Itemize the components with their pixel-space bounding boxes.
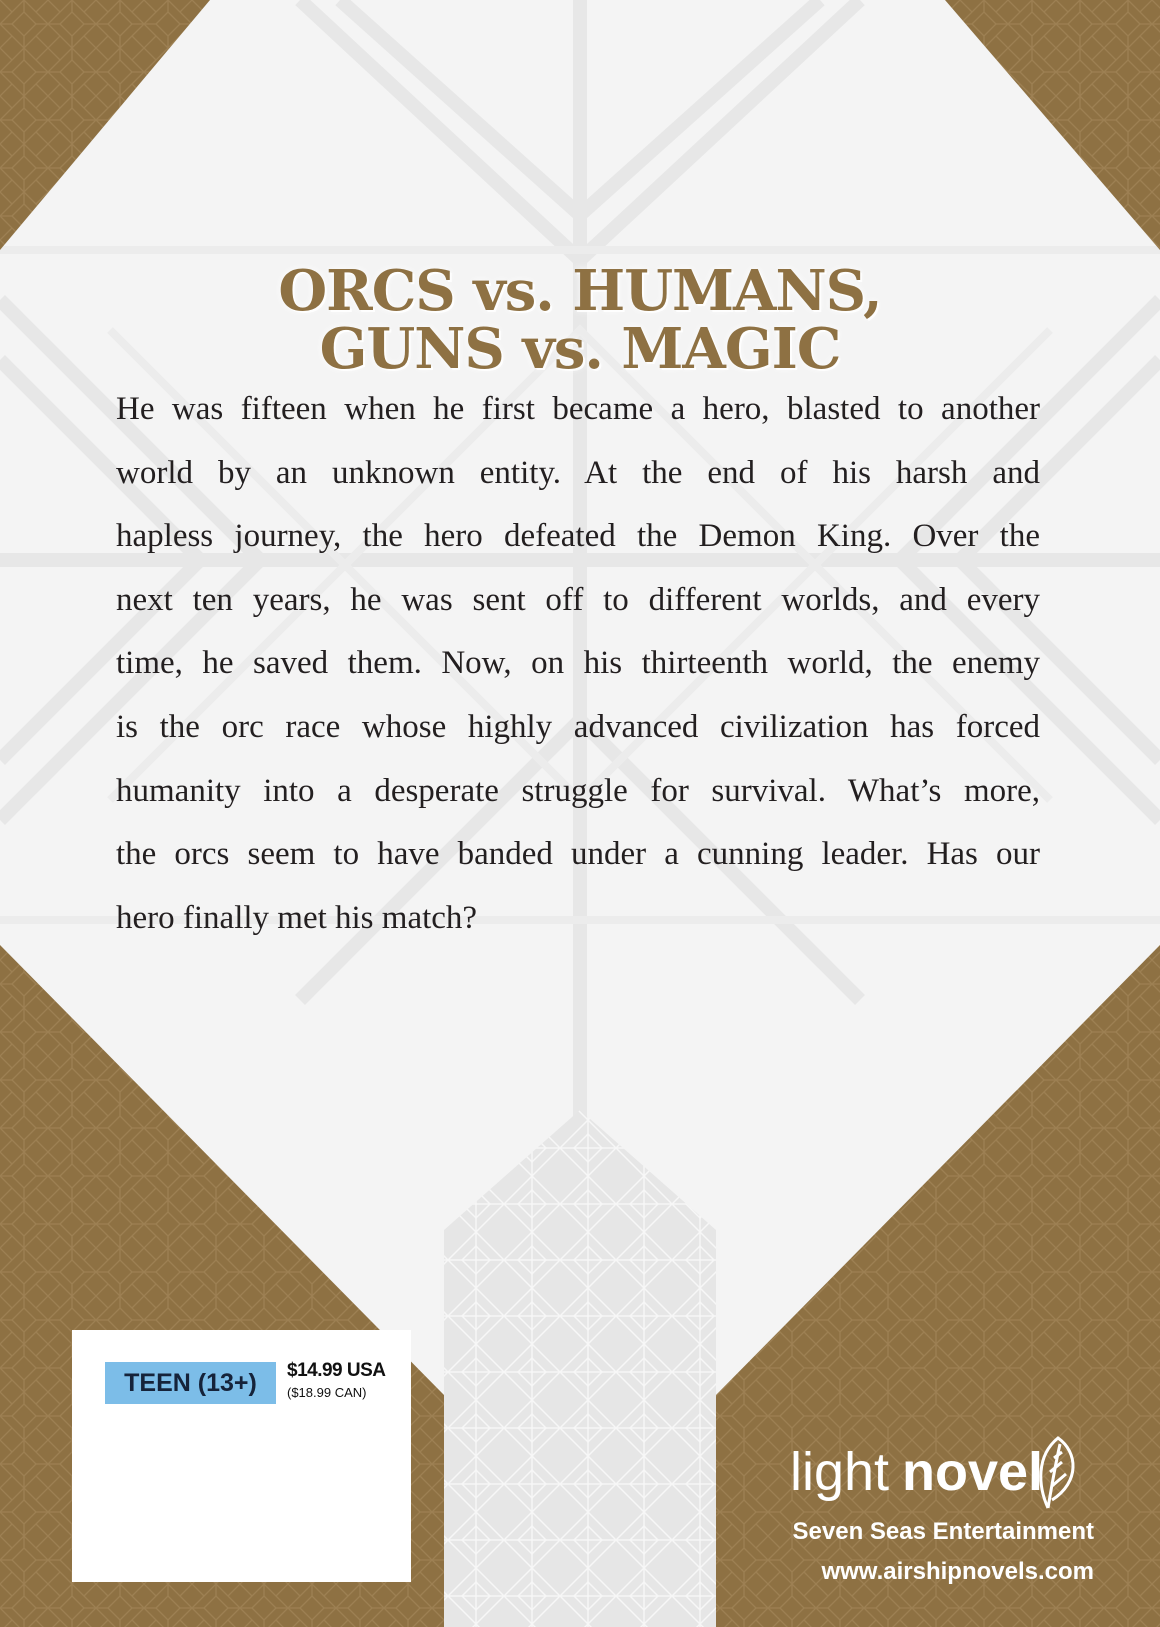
logo-light-text: light — [790, 1442, 890, 1502]
barcode-area — [72, 1330, 411, 1582]
publisher-block — [760, 1420, 1100, 1600]
synopsis-line: hero finally met his match? — [116, 899, 478, 936]
synopsis-line: time, he saved them. Now, on his thirteenth world, the enemy — [116, 645, 1040, 682]
lightnovel-logo — [790, 1426, 1080, 1516]
logo-novel-text: novel — [902, 1442, 1044, 1502]
feather-icon — [1041, 1438, 1073, 1508]
synopsis-line: hapless journey, the hero defeated the Demon King. Over the — [116, 518, 1040, 555]
price-usa: $14.99 USA — [287, 1360, 386, 1381]
publisher-name: Seven Seas Entertainment — [792, 1518, 1094, 1545]
synopsis-line: is the orc race whose highly advanced civilization has forced — [116, 708, 1040, 745]
headline-line-1: ORCS vs. HUMANS, — [278, 258, 882, 324]
synopsis-line: He was fifteen when he first became a hero, blasted to another — [116, 391, 1040, 427]
synopsis-text — [116, 378, 1040, 950]
synopsis-line: humanity into a desperate struggle for survival. What’s more, — [116, 772, 1040, 809]
age-rating-badge: TEEN (13+) — [105, 1362, 276, 1404]
synopsis-line: the orcs seem to have banded under a cunning leader. Has our — [116, 836, 1040, 873]
publisher-url[interactable]: www.airshipnovels.com — [821, 1558, 1094, 1585]
price-can: ($18.99 CAN) — [287, 1385, 367, 1400]
synopsis-line: world by an unknown entity. At the end of his harsh and — [116, 454, 1040, 491]
headline-line-2: GUNS vs. MAGIC — [319, 316, 841, 382]
synopsis-line: next ten years, he was sent off to different worlds, and every — [116, 581, 1040, 618]
